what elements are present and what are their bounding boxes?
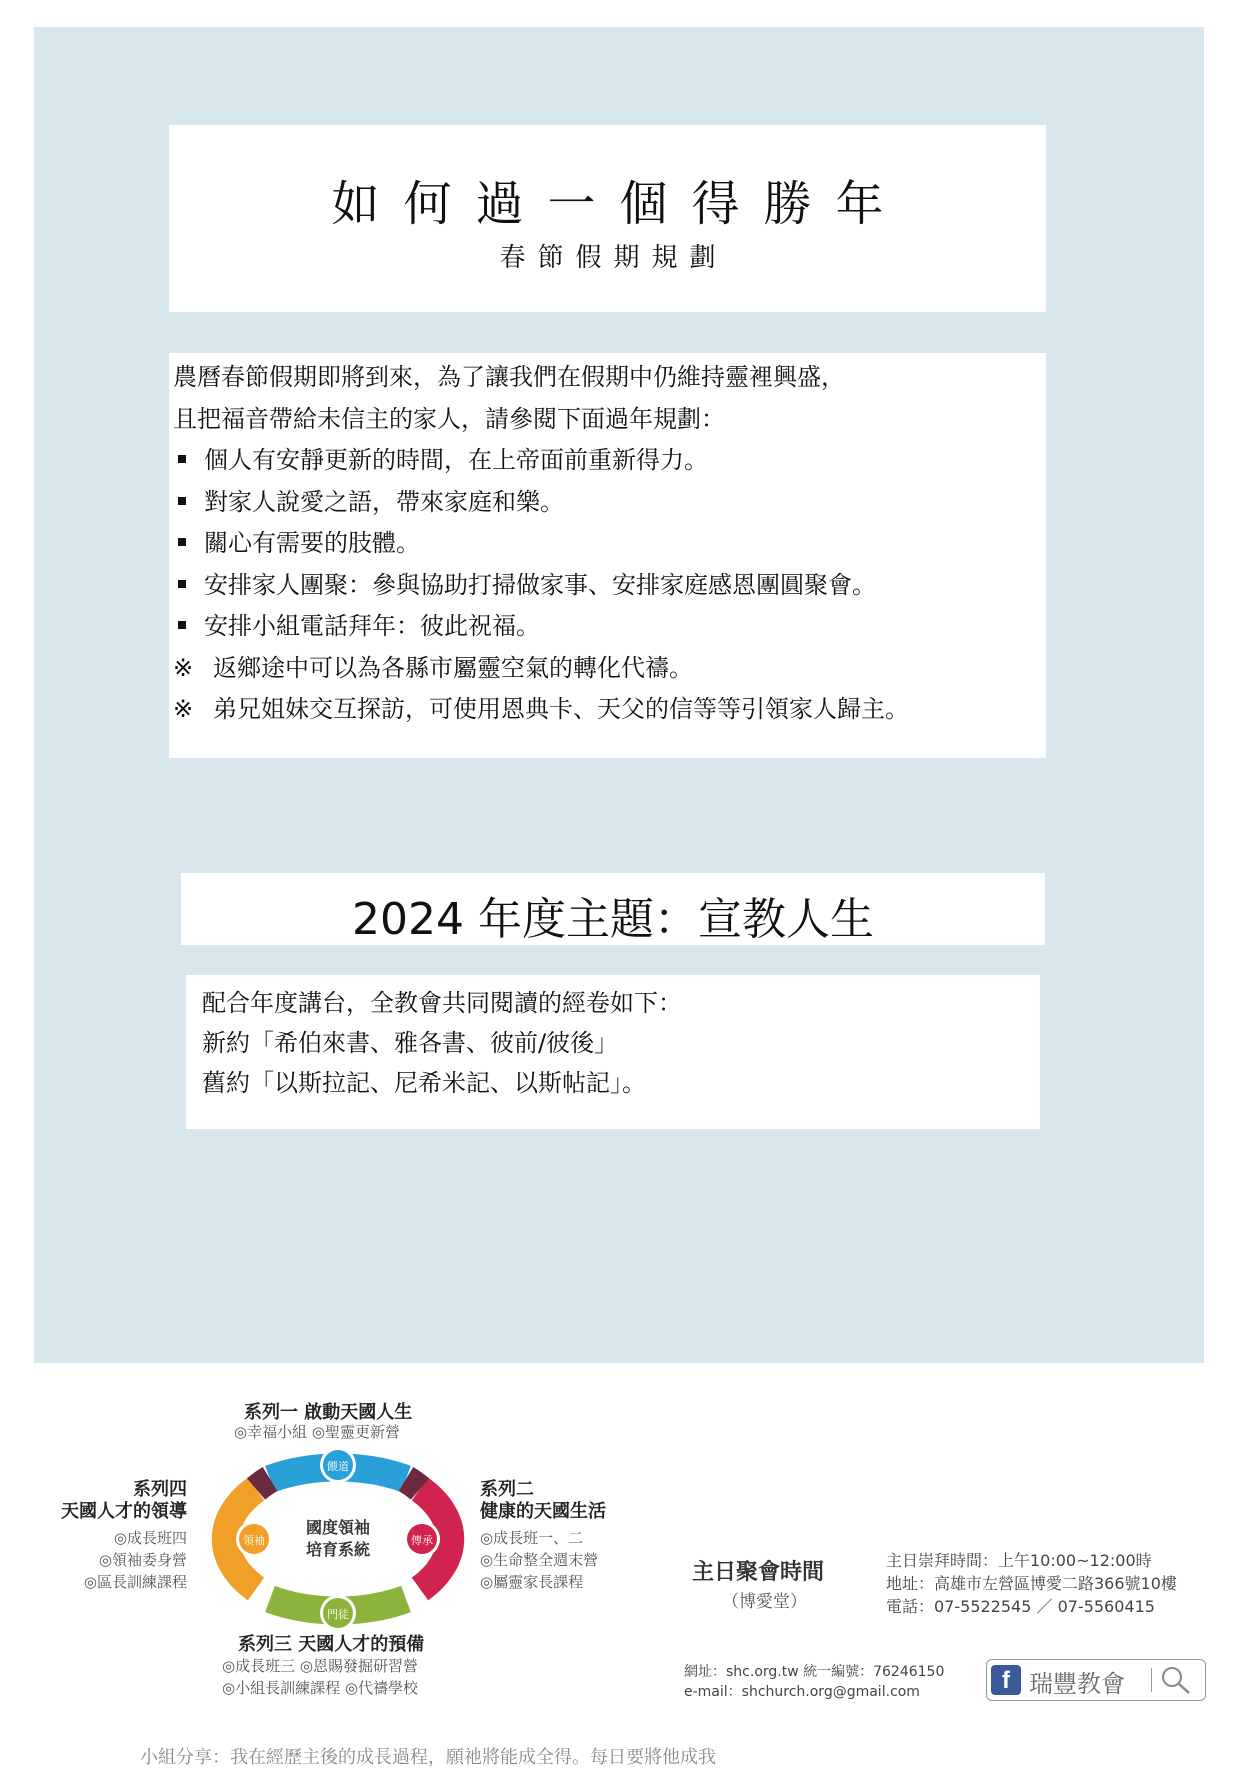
cycle-arc-dark — [406, 1479, 420, 1489]
diagram-center-2: 培育系統 — [305, 1540, 371, 1559]
service-location: （博愛堂） — [722, 1592, 807, 1612]
footer — [0, 1363, 1241, 1768]
plan-bullet: 關心有需要的肢體。 — [173, 523, 1046, 565]
reading-card — [186, 975, 1040, 1129]
plan-bullet: 安排小組電話拜年：彼此祝福。 — [173, 606, 1046, 648]
plan-note: ※ 弟兄姐妹交互探訪，可使用恩典卡、天父的信等等引領家人歸主。 — [173, 695, 909, 723]
plan-bullet: 個人有安靜更新的時間，在上帝面前重新得力。 — [173, 440, 1046, 482]
series4-item: ◎區長訓練課程 — [83, 1573, 187, 1591]
series4-item: ◎成長班四 — [113, 1529, 187, 1547]
series4-subtitle: 天國人才的領導 — [61, 1501, 187, 1522]
reading-line-1: 配合年度講台，全教會共同閱讀的經卷如下： — [202, 989, 682, 1017]
page-subtitle: 春節假期規劃 — [499, 243, 728, 273]
page-title: 如何過一個得勝年 — [331, 176, 908, 232]
search-icon[interactable] — [1159, 1665, 1193, 1695]
bullet-icon — [178, 497, 186, 505]
plan-note: ※ 返鄉途中可以為各縣市屬靈空氣的轉化代禱。 — [173, 653, 693, 682]
facebook-search-box[interactable] — [986, 1659, 1206, 1701]
leadership-cycle-diagram — [198, 1449, 478, 1629]
series3-item: ◎成長班三 ◎恩賜發掘研習營 — [222, 1657, 418, 1675]
series3-item: ◎小組長訓練課程 ◎代禱學校 — [222, 1679, 418, 1697]
cycle-arc-dark — [256, 1479, 270, 1489]
divider — [1151, 1668, 1152, 1692]
series4-item: ◎領袖委身營 — [98, 1551, 187, 1569]
plan-intro-1: 農曆春節假期即將到來，為了讓我們在假期中仍維持靈裡興盛， — [173, 363, 845, 391]
diagram-center-1: 國度領袖 — [305, 1518, 371, 1537]
church-website[interactable]: 網址：shc.org.tw 統一編號：76246150 — [684, 1664, 945, 1680]
reading-line-3: 舊約「以斯拉記、尼希米記、以斯帖記」。 — [202, 1069, 646, 1097]
series1-title: 系列一 啟動天國人生 — [244, 1402, 413, 1423]
facebook-page-name: 瑞豐教會 — [1029, 1670, 1125, 1698]
annual-theme-card — [181, 873, 1045, 945]
node-label: 領袖 — [243, 1534, 265, 1547]
title-card — [169, 125, 1046, 312]
plan-intro-2: 且把福音帶給未信主的家人，請參閱下面過年規劃： — [173, 404, 725, 433]
series3-title: 系列三 天國人才的預備 — [238, 1634, 425, 1655]
cut-off-text: 小組分享：我在經歷主後的成長過程，願祂將能成全得。每日要將他成我 — [140, 1747, 716, 1768]
node-label: 傳承 — [411, 1534, 433, 1547]
service-time: 主日崇拜時間：上午10:00~12:00時 — [886, 1551, 1152, 1570]
service-title: 主日聚會時間 — [692, 1560, 825, 1585]
plan-bullet: 對家人說愛之語，帶來家庭和樂。 — [173, 482, 1046, 524]
series2-subtitle: 健康的天國生活 — [480, 1501, 606, 1522]
bullet-icon — [178, 455, 186, 463]
church-address: 地址：高雄市左營區博愛二路366號10樓 — [886, 1574, 1177, 1593]
series2-item: ◎成長班一、二 — [480, 1529, 584, 1547]
series4-title: 系列四 — [133, 1479, 187, 1500]
facebook-icon: f — [991, 1665, 1021, 1695]
church-phone: 電話：07-5522545 ／ 07-5560415 — [886, 1597, 1155, 1616]
series1-item: ◎幸福小組 ◎聖靈更新營 — [234, 1423, 400, 1441]
node-label: 餵道 — [327, 1460, 349, 1473]
bullet-icon — [178, 621, 186, 629]
annual-theme-title: 2024 年度主題：宣教人生 — [352, 894, 874, 945]
holiday-plan-card — [169, 353, 1046, 758]
reading-line-2: 新約「希伯來書、雅各書、彼前/彼後」 — [202, 1029, 619, 1057]
series2-item: ◎生命整全週末營 — [480, 1551, 599, 1569]
series2-item: ◎屬靈家長課程 — [480, 1573, 584, 1591]
bullet-icon — [178, 538, 186, 546]
series2-title: 系列二 — [480, 1479, 534, 1500]
node-label: 門徒 — [327, 1608, 349, 1621]
bullet-icon — [178, 580, 186, 588]
plan-bullet: 安排家人團聚：參與協助打掃做家事、安排家庭感恩團圓聚會。 — [173, 565, 1046, 607]
church-email[interactable]: e-mail：shchurch.org@gmail.com — [684, 1684, 920, 1700]
